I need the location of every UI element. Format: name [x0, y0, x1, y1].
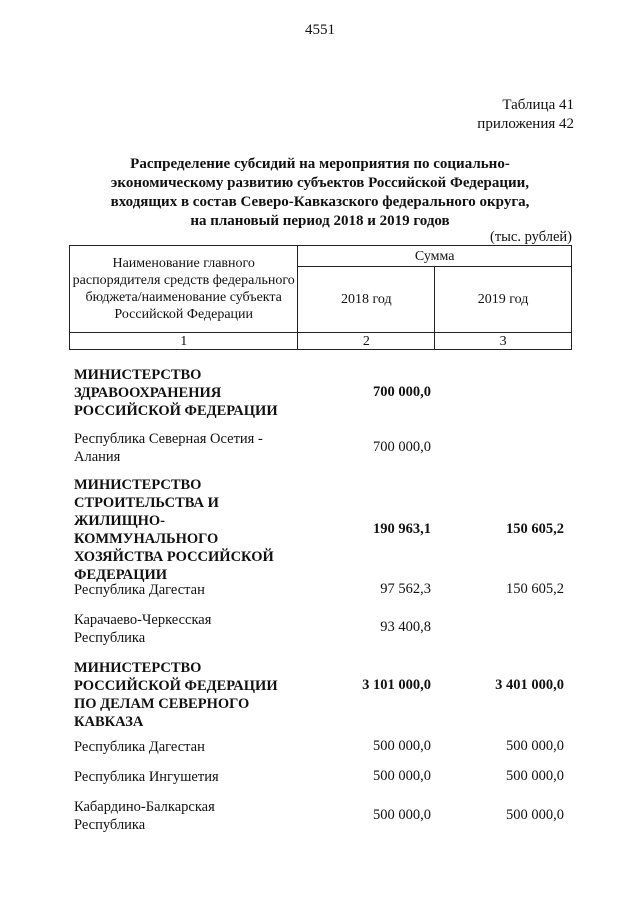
row-name-line: КОММУНАЛЬНОГО — [74, 531, 219, 547]
row-name — [74, 476, 299, 584]
row-name-line: КАВКАЗА — [74, 714, 144, 730]
row-name-line: МИНИСТЕРСТВО — [74, 367, 202, 383]
header-name-column: Наименование главного распорядителя средств федерального бюджета/наименование субъекта Российской Федерации — [70, 246, 298, 333]
row-name-line: ЗДРАВООХРАНЕНИЯ — [74, 385, 222, 401]
row-name-line: Карачаево-Черкесская — [74, 612, 212, 628]
header-sum: Сумма — [298, 246, 572, 267]
row-name-line: ПО ДЕЛАМ СЕВЕРНОГО — [74, 696, 250, 712]
row-name-line: РОССИЙСКОЙ ФЕДЕРАЦИИ — [74, 403, 278, 419]
row-name — [74, 798, 299, 834]
row-name — [74, 611, 299, 647]
row-name-line: Республика — [74, 630, 146, 646]
column-number-2: 2 — [298, 333, 435, 350]
row-name — [74, 366, 299, 420]
title-line-1: Распределение субсидий на мероприятия по социально- — [130, 156, 510, 172]
row-name — [74, 659, 299, 731]
row-name-line: Алания — [74, 449, 121, 465]
row-name-line: Республика — [74, 817, 146, 833]
row-value-2018: 500 000,0 — [373, 807, 431, 823]
row-name-line: Кабардино-Балкарская — [74, 799, 215, 815]
document-title — [60, 155, 580, 231]
title-line-2: экономическому развитию субъектов Российской Федерации, — [110, 175, 530, 191]
row-name-line: Республика Дагестан — [74, 582, 205, 598]
row-value-2019: 500 000,0 — [506, 807, 564, 823]
row-value-2019: 3 401 000,0 — [495, 677, 564, 693]
row-name-line: Республика Дагестан — [74, 739, 205, 755]
row-name-line: СТРОИТЕЛЬСТВА И — [74, 495, 219, 511]
header-year-2019: 2019 год — [435, 267, 572, 333]
row-value-2018: 93 400,8 — [380, 619, 431, 635]
row-value-2018: 97 562,3 — [380, 581, 431, 597]
column-number-1: 1 — [70, 333, 298, 350]
title-line-3: входящих в состав Северо-Кавказского федерального округа, — [110, 194, 530, 210]
row-value-2018: 190 963,1 — [373, 521, 431, 537]
column-number-3: 3 — [435, 333, 572, 350]
row-name-line: Республика Ингушетия — [74, 769, 219, 785]
row-name-line: ФЕДЕРАЦИИ — [74, 567, 168, 583]
row-value-2019: 150 605,2 — [506, 581, 564, 597]
row-name-line: РОССИЙСКОЙ ФЕДЕРАЦИИ — [74, 678, 278, 694]
table-header — [69, 245, 572, 350]
row-value-2019: 150 605,2 — [506, 521, 564, 537]
row-value-2018: 700 000,0 — [373, 439, 431, 455]
units-label: (тыс. рублей) — [490, 229, 572, 245]
row-value-2019: 500 000,0 — [506, 768, 564, 784]
table-ref-line-1: Таблица 41 — [502, 97, 574, 113]
row-value-2019: 500 000,0 — [506, 738, 564, 754]
row-value-2018: 700 000,0 — [373, 384, 431, 400]
row-name — [74, 768, 299, 786]
title-line-4: на плановый период 2018 и 2019 годов — [190, 213, 450, 229]
row-name-line: ЖИЛИЩНО- — [74, 513, 166, 529]
row-name — [74, 581, 299, 599]
page-number: 4551 — [305, 22, 335, 38]
row-name-line: МИНИСТЕРСТВО — [74, 660, 202, 676]
row-value-2018: 500 000,0 — [373, 738, 431, 754]
table-ref-line-2: приложения 42 — [477, 116, 574, 132]
row-name — [74, 738, 299, 756]
row-value-2018: 3 101 000,0 — [362, 677, 431, 693]
header-year-2018: 2018 год — [298, 267, 435, 333]
row-name-line: МИНИСТЕРСТВО — [74, 477, 202, 493]
row-value-2018: 500 000,0 — [373, 768, 431, 784]
row-name — [74, 430, 299, 466]
row-name-line: Республика Северная Осетия - — [74, 431, 263, 447]
table-reference — [477, 96, 574, 134]
row-name-line: ХОЗЯЙСТВА РОССИЙСКОЙ — [74, 549, 274, 565]
